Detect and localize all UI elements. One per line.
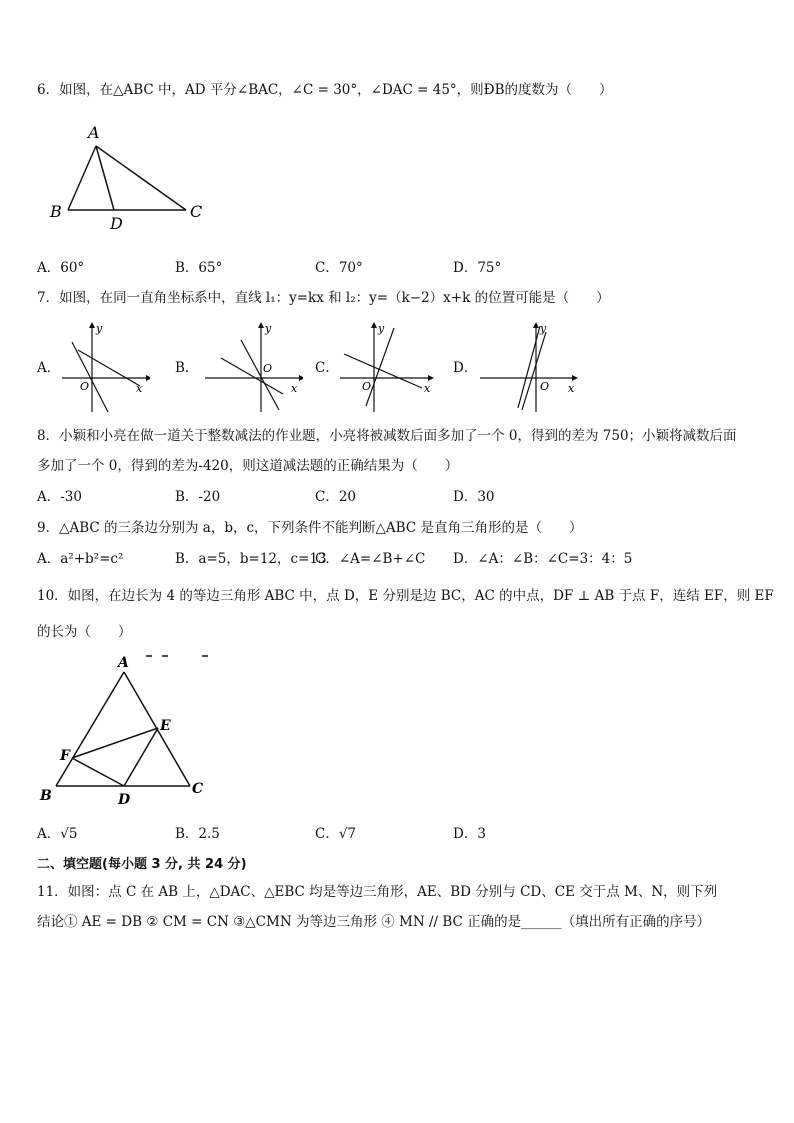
option-c[interactable]: C．∠A=∠B+∠C bbox=[315, 551, 426, 567]
question-6-text: 6．如图，在△ABC 中，AD 平分∠BAC，∠C = 30°，∠DAC = 45°，则ÐB的度数为（ ） bbox=[37, 82, 613, 98]
graph-label-a[interactable]: A． bbox=[37, 360, 61, 376]
svg-text:x: x bbox=[424, 382, 431, 395]
question-8-line-2: 多加了一个 0，得到的差为-420，则这道减法题的正确结果为（ ） bbox=[37, 458, 459, 474]
question-9-text: 9．△ABC 的三条边分别为 a，b，c，下列条件不能判断△ABC 是直角三角形的是（ ） bbox=[37, 520, 583, 536]
graph-label-d[interactable]: D． bbox=[453, 360, 478, 376]
svg-text:y: y bbox=[96, 322, 103, 335]
svg-text:x: x bbox=[568, 382, 575, 395]
svg-text:O: O bbox=[540, 380, 550, 393]
option-d[interactable]: D．75° bbox=[453, 260, 502, 276]
label-b: B bbox=[50, 202, 62, 221]
question-11-line-2: 结论① AE = DB ② CM = CN ③△CMN 为等边三角形 ④ MN // BC 正确的是______（填出所有正确的序号） bbox=[37, 914, 711, 930]
label-f: F bbox=[60, 748, 70, 764]
question-10-line-1: 10．如图，在边长为 4 的等边三角形 ABC 中，点 D，E 分别是边 BC，AC 的中点，DF ⊥ AB 于点 F，连结 EF，则 EF bbox=[37, 588, 774, 604]
option-c[interactable]: C．20 bbox=[315, 489, 357, 505]
option-b[interactable]: B．2.5 bbox=[175, 826, 220, 842]
graph-label-c[interactable]: C． bbox=[315, 360, 339, 376]
label-c: C bbox=[192, 781, 204, 797]
svg-text:O: O bbox=[362, 380, 372, 393]
svg-text:y: y bbox=[265, 322, 272, 335]
svg-text:y: y bbox=[540, 322, 547, 335]
question-7-text: 7．如图，在同一直角坐标系中，直线 l₁：y=kx 和 l₂：y=（k−2）x+k 的位置可能是（ ） bbox=[37, 290, 610, 306]
question-6-figure bbox=[44, 118, 214, 236]
label-d: D bbox=[110, 214, 123, 233]
label-a: A bbox=[118, 655, 129, 671]
graph-d bbox=[478, 320, 583, 415]
svg-text:O: O bbox=[80, 380, 90, 393]
graph-label-b[interactable]: B． bbox=[175, 360, 199, 376]
graph-c bbox=[338, 320, 438, 415]
svg-text:x: x bbox=[136, 382, 143, 395]
label-d: D bbox=[118, 792, 131, 808]
graph-b bbox=[203, 320, 303, 415]
question-10-line-2: 的长为（ ） bbox=[37, 624, 132, 640]
label-a: A bbox=[88, 123, 100, 142]
svg-text:x: x bbox=[291, 382, 298, 395]
option-a[interactable]: A．60° bbox=[37, 260, 85, 276]
option-d[interactable]: D．3 bbox=[453, 826, 486, 842]
option-d[interactable]: D．∠A：∠B：∠C=3：4：5 bbox=[453, 551, 633, 567]
option-a[interactable]: A．a²+b²=c² bbox=[37, 551, 124, 567]
svg-text:y: y bbox=[378, 322, 385, 335]
question-10-options bbox=[37, 824, 757, 844]
option-b[interactable]: B．a=5，b=12，c=13 bbox=[175, 551, 327, 567]
option-a[interactable]: A．√5 bbox=[37, 826, 78, 842]
graph-a bbox=[60, 320, 150, 415]
option-b[interactable]: B．-20 bbox=[175, 489, 221, 505]
label-c: C bbox=[190, 202, 203, 221]
option-c[interactable]: C．√7 bbox=[315, 826, 357, 842]
svg-text:O: O bbox=[263, 362, 273, 375]
section-title: 二、填空题(每小题 3 分, 共 24 分) bbox=[37, 857, 247, 872]
question-8-options bbox=[37, 487, 757, 507]
option-a[interactable]: A．-30 bbox=[37, 489, 82, 505]
label-e: E bbox=[160, 718, 171, 734]
label-b: B bbox=[40, 788, 52, 804]
question-9-options bbox=[37, 549, 757, 569]
question-8-line-1: 8．小颖和小亮在做一道关于整数减法的作业题，小亮将被减数后面多加了一个 0，得到的差为 750；小颖将减数后面 bbox=[37, 428, 737, 444]
option-c[interactable]: C．70° bbox=[315, 260, 363, 276]
question-10-figure bbox=[36, 650, 216, 810]
option-d[interactable]: D．30 bbox=[453, 489, 495, 505]
question-6-options bbox=[37, 258, 757, 278]
question-11-line-1: 11．如图：点 C 在 AB 上，△DAC、△EBC 均是等边三角形，AE、BD 分别与 CD、CE 交于点 M、N，则下列 bbox=[37, 884, 718, 900]
option-b[interactable]: B．65° bbox=[175, 260, 223, 276]
